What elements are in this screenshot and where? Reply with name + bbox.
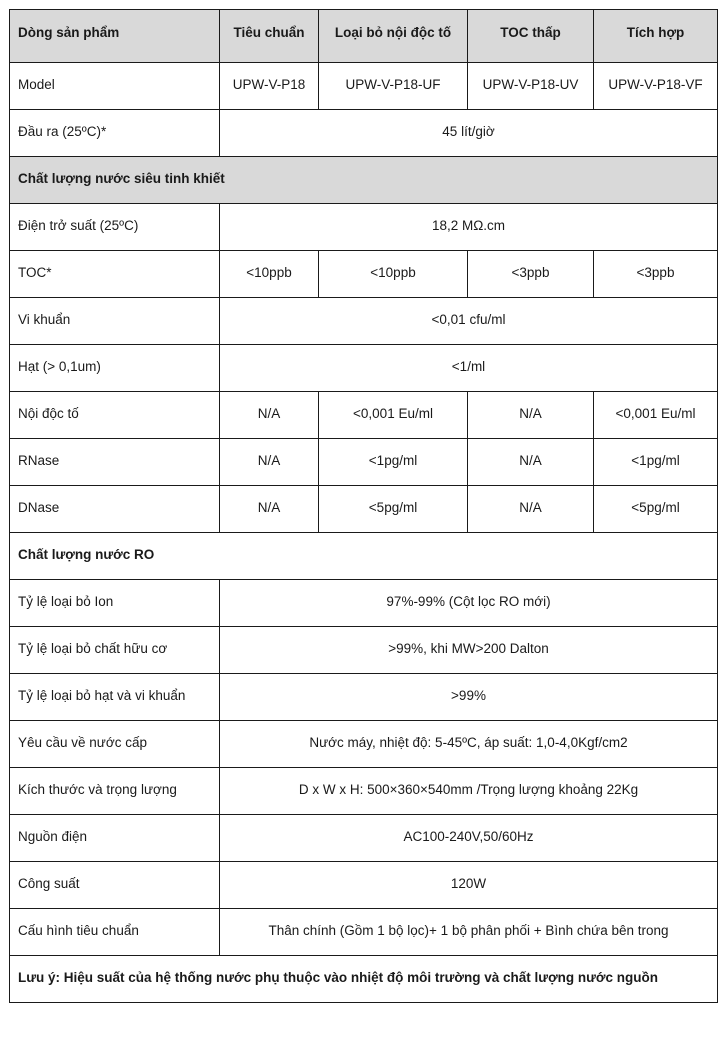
row-label: Đầu ra (25ºC)* xyxy=(10,110,220,157)
cell-value: N/A xyxy=(468,439,594,486)
cell-value: <1pg/ml xyxy=(319,439,468,486)
header-standard: Tiêu chuẩn xyxy=(220,10,319,63)
table-row-model xyxy=(10,63,718,110)
table-row-toc xyxy=(10,251,718,298)
header-integrated: Tích hợp xyxy=(594,10,718,63)
row-label: Nội độc tố xyxy=(10,392,220,439)
cell-value: UPW-V-P18-UV xyxy=(468,63,594,110)
cell-value: <10ppb xyxy=(220,251,319,298)
cell-value: 120W xyxy=(220,862,718,909)
row-label: Nguồn điện xyxy=(10,815,220,862)
table-row-endotoxin xyxy=(10,392,718,439)
cell-value: UPW-V-P18 xyxy=(220,63,319,110)
row-label: Kích thước và trọng lượng xyxy=(10,768,220,815)
table-header-row xyxy=(10,10,718,63)
cell-value: UPW-V-P18-UF xyxy=(319,63,468,110)
cell-value: >99% xyxy=(220,674,718,721)
table-row-particle-rejection xyxy=(10,674,718,721)
header-low-toc: TOC thấp xyxy=(468,10,594,63)
section-ultrapure-water xyxy=(10,157,718,204)
row-label: Công suất xyxy=(10,862,220,909)
cell-value: N/A xyxy=(220,486,319,533)
row-label: Điện trở suất (25ºC) xyxy=(10,204,220,251)
cell-value: <1/ml xyxy=(220,345,718,392)
footnote: Lưu ý: Hiệu suất của hệ thống nước phụ thuộc vào nhiệt độ môi trường và chất lượng nước nguồn xyxy=(10,956,718,1003)
cell-value: <10ppb xyxy=(319,251,468,298)
cell-value: N/A xyxy=(468,392,594,439)
row-label: DNase xyxy=(10,486,220,533)
cell-value: D x W x H: 500×360×540mm /Trọng lượng khoảng 22Kg xyxy=(220,768,718,815)
cell-value: <5pg/ml xyxy=(319,486,468,533)
row-label: TOC* xyxy=(10,251,220,298)
cell-value: >99%, khi MW>200 Dalton xyxy=(220,627,718,674)
cell-value: <3ppb xyxy=(468,251,594,298)
cell-value: Thân chính (Gồm 1 bộ lọc)+ 1 bộ phân phối + Bình chứa bên trong xyxy=(220,909,718,956)
header-product-line: Dòng sản phẩm xyxy=(10,10,220,63)
cell-value: N/A xyxy=(220,392,319,439)
row-label: RNase xyxy=(10,439,220,486)
table-row-bacteria xyxy=(10,298,718,345)
cell-value: <1pg/ml xyxy=(594,439,718,486)
cell-value: 45 lít/giờ xyxy=(220,110,718,157)
table-row-particles xyxy=(10,345,718,392)
cell-value: <0,001 Eu/ml xyxy=(594,392,718,439)
table-row-output xyxy=(10,110,718,157)
table-row-organic-rejection xyxy=(10,627,718,674)
row-label: Tỷ lệ loại bỏ hạt và vi khuẩn xyxy=(10,674,220,721)
table-row-power xyxy=(10,862,718,909)
cell-value: <0,01 cfu/ml xyxy=(220,298,718,345)
row-label: Tỷ lệ loại bỏ chất hữu cơ xyxy=(10,627,220,674)
row-label: Hạt (> 0,1um) xyxy=(10,345,220,392)
cell-value: N/A xyxy=(468,486,594,533)
table-row-power-supply xyxy=(10,815,718,862)
row-label: Tỷ lệ loại bỏ Ion xyxy=(10,580,220,627)
cell-value: <3ppb xyxy=(594,251,718,298)
row-label: Cấu hình tiêu chuẩn xyxy=(10,909,220,956)
row-label: Model xyxy=(10,63,220,110)
cell-value: 97%-99% (Cột lọc RO mới) xyxy=(220,580,718,627)
table-row-dnase xyxy=(10,486,718,533)
section-ro-water xyxy=(10,533,718,580)
table-row-dimensions xyxy=(10,768,718,815)
table-row-note xyxy=(10,956,718,1003)
row-label: Vi khuẩn xyxy=(10,298,220,345)
cell-value: Nước máy, nhiệt độ: 5-45ºC, áp suất: 1,0-4,0Kgf/cm2 xyxy=(220,721,718,768)
table-row-rnase xyxy=(10,439,718,486)
section-heading: Chất lượng nước RO xyxy=(10,533,718,580)
cell-value: AC100-240V,50/60Hz xyxy=(220,815,718,862)
table-row-standard-config xyxy=(10,909,718,956)
header-endotoxin-removal: Loại bỏ nội độc tố xyxy=(319,10,468,63)
table-row-feed-water xyxy=(10,721,718,768)
table-row-ion-rejection xyxy=(10,580,718,627)
cell-value: UPW-V-P18-VF xyxy=(594,63,718,110)
section-heading: Chất lượng nước siêu tinh khiết xyxy=(10,157,718,204)
cell-value: 18,2 MΩ.cm xyxy=(220,204,718,251)
row-label: Yêu cầu về nước cấp xyxy=(10,721,220,768)
spec-table xyxy=(9,9,718,1003)
cell-value: <0,001 Eu/ml xyxy=(319,392,468,439)
table-row-resistivity xyxy=(10,204,718,251)
cell-value: <5pg/ml xyxy=(594,486,718,533)
cell-value: N/A xyxy=(220,439,319,486)
